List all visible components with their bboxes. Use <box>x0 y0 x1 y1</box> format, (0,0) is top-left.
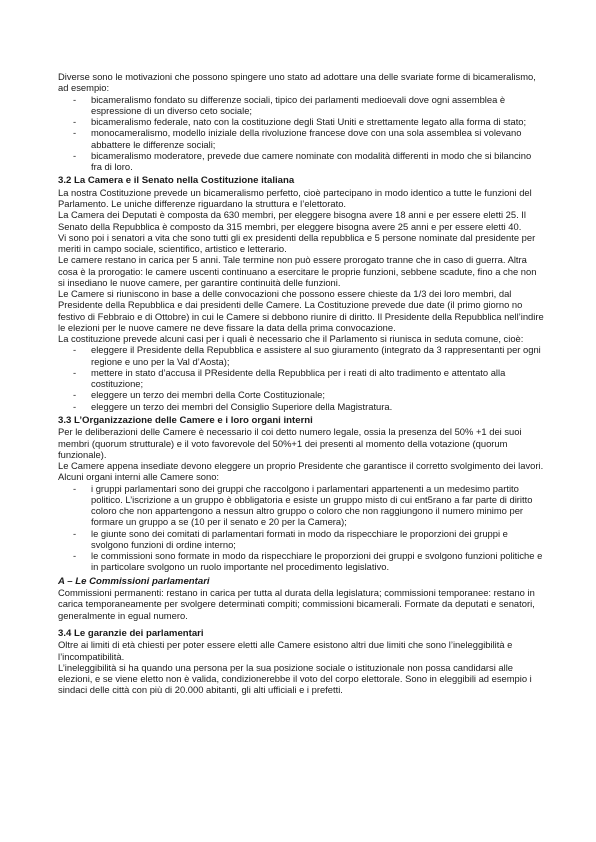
paragraph: Per le deliberazioni delle Camere è necessario il coi detto numero legale, ossia la presenza del 50% +1 dei suoi membri (quorum strutturale) e il voto favorevole del 50%+1 dei presenti al momento della votazione (quorum funzionale). <box>58 426 522 460</box>
document-page <box>58 71 544 696</box>
list-item: - le commissioni sono formate in modo da rispecchiare le proporzioni dei gruppi e svolgono funzioni politiche e in particolare svolgono un ruolo importante nel procedimento legislativo. <box>58 550 544 573</box>
paragraph: L’ineleggibilità si ha quando una persona per la sua posizione sociale o istituzionale non possa candidarsi alle elezioni, e se viene eletto non è valida, condizionerebbe il voto del corpo elettorale. Sono in eleggibili ad esempio i sindaci delle città con più di 20.000 abitanti, gli alti ufficiali e i prefetti. <box>58 661 532 696</box>
paragraph: La costituzione prevede alcuni casi per i quali è necessario che il Parlamento si riunisca in seduta comune, cioè: <box>58 333 524 344</box>
list-item: - le giunte sono dei comitati di parlamentari formati in modo da rispecchiare le proporzioni dei gruppi e svolgono funzioni di ordine interno; <box>58 528 544 551</box>
paragraph: La Camera dei Deputati è composta da 630 membri, per eleggere bisogna avere 18 anni e per essere eletti 25. Il Senato della Repubblica è composto da 315 membri, per eleggere bisogna avere 25 anni e per essere eletti 40. <box>58 209 526 232</box>
list-item: - bicameralismo fondato su differenze sociali, tipico dei parlamenti medioevali dove ogni assemblea è espressione di un diverso ceto sociale; <box>58 94 544 117</box>
list-item: - bicameralismo moderatore, prevede due camere nominate con modalità differenti in modo che si bilancino fra di loro. <box>58 150 544 173</box>
joint-session-list <box>58 344 544 412</box>
list-item: - i gruppi parlamentari sono dei gruppi che raccolgono i parlamentari appartenenti a un medesimo partito politico. L’iscrizione a un gruppo è obbligatoria e esiste un gruppo misto di cui ent5rano a far parte di diritto coloro che non appartengono a nessun altro gruppo o coloro che non raggiungono il numero minimo per formare un gruppo a se (10 per il senato e 20 per la Camera); <box>58 483 544 528</box>
list-item: - monocameralismo, modello iniziale della rivoluzione francese dove con una sola assemblea si volevano abbattere le differenze sociali; <box>58 127 544 150</box>
bicameralism-list <box>58 94 544 173</box>
list-item: - mettere in stato d’accusa il PResidente della Repubblica per i reati di alto tradimento e attentato alla costituzione; <box>58 367 544 390</box>
section-heading-3-3: 3.3 L’Organizzazione delle Camere e i loro organi interni <box>58 414 313 426</box>
intro-paragraph: Diverse sono le motivazioni che possono spingere uno stato ad adottare una delle svariate forme di bicameralismo, ad esempio: <box>58 71 536 94</box>
paragraph: Le camere restano in carica per 5 anni. Tale termine non può essere prorogato tranne che in caso di guerra. Altra cosa è la prorogatio: le camere uscenti continuano a esercitare le proprie funzioni, sebbene scadute, fino a che non si insediano le nuove camere, per garantire continuità delle funzioni. <box>58 254 537 288</box>
list-item: - eleggere un terzo dei membri del Consiglio Superiore della Magistratura. <box>58 401 544 412</box>
list-item: - eleggere il Presidente della Repubblica e assistere al suo giuramento (integrato da 3 rappresentanti per ogni regione e uno per la Val d’Aosta); <box>58 344 544 367</box>
paragraph: Alcuni organi interni alle Camere sono: <box>58 471 220 483</box>
internal-organs-list <box>58 483 544 573</box>
section-heading-3-2: 3.2 La Camera e il Senato nella Costituzione italiana <box>58 175 295 187</box>
section-heading-3-4: 3.4 Le garanzie dei parlamentari <box>58 627 204 639</box>
paragraph: La nostra Costituzione prevede un bicameralismo perfetto, cioè partecipano in modo identico a tutte le funzioni del Parlamento. Le uniche differenze riguardano la struttura e l’elettorato. <box>58 186 532 209</box>
paragraph: Oltre ai limiti di età chiesti per poter essere eletti alle Camere esistono altri due limiti che sono l’ineleggibilità e l’incompatibilità. <box>58 639 513 662</box>
paragraph: Vi sono poi i senatori a vita che sono tutti gli ex presidenti della repubblica e 5 persone nominate dal presidente per meriti in campo sociale, scientifico, artistico e letterario. <box>58 231 536 254</box>
paragraph: Le Camere si riuniscono in base a delle convocazioni che possono essere chieste da 1/3 dei loro membri, dal Presidente della Repubblica e dai presidenti delle Camere. La Costituzione prevede due date (il primo giorno no festivo di Febbraio e di Ottobre) in cui le Camere si debbono riunire di diritto. Il Presidente della Repubblica nell’indire le elezioni per le nuove camere ne deve fissare la data della prima convocazione. <box>58 288 544 333</box>
paragraph: Commissioni permanenti: restano in carica per tutta al durata della legislatura; commissioni temporanee: restano in carica temporaneamente per svolgere determinati compiti; commissioni bicamerali. Formate da deputati e senatori, generalmente in egual numero. <box>58 587 535 621</box>
paragraph: Le Camere appena insediate devono eleggere un proprio Presidente che garantisce il corretto svolgimento dei lavori. <box>58 460 544 471</box>
list-item: - eleggere un terzo dei membri della Corte Costituzionale; <box>58 389 544 400</box>
subsection-heading-a: A – Le Commissioni parlamentari <box>58 575 210 587</box>
list-item: - bicameralismo federale, nato con la costituzione degli Stati Uniti e strettamente legato alla forma di stato; <box>58 116 544 127</box>
